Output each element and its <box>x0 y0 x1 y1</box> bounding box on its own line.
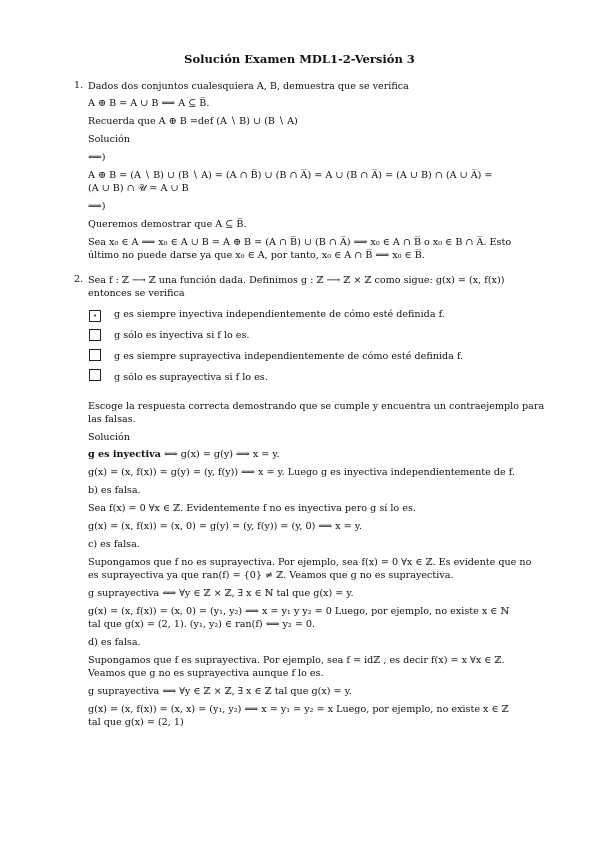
q2-line: g suprayectiva ⟺ ∀y ∈ ℤ × ℤ, ∃ x ∈ ℕ tal que g(x) = y. <box>88 588 354 599</box>
solution-label: Solución <box>88 432 130 443</box>
page-title: Solución Examen MDL1-2-Versión 3 <box>184 52 415 66</box>
q1-line: Sea x₀ ∈ A ⟹ x₀ ∈ A ∪ B = A ⊕ B = (A ∩ B̅) ∪ (B ∩ A̅) ⟹ x₀ ∈ A ∩ B̅ o x₀ ∈ B ∩ A̅. Esto <box>88 237 512 248</box>
option-label: g es siempre inyectiva independientemente de cómo esté definida f. <box>114 309 445 320</box>
q2-line: tal que g(x) = (2, 1). (y₁, y₂) ∈ ran(f) ⟺ y₂ = 0. <box>88 619 316 630</box>
injective-claim <box>88 448 280 461</box>
q1-line: último no puede darse ya que x₀ ∈ A, por tanto, x₀ ∈ A ∩ B̅ ⟹ x₀ ∈ B̅. <box>88 250 425 261</box>
q1-line: Recuerda que A ⊕ B =def (A ∖ B) ∪ (B ∖ A) <box>88 116 298 127</box>
q1-line: Solución <box>88 134 130 145</box>
q2-line: g suprayectiva ⟺ ∀y ∈ ℤ × ℤ, ∃ x ∈ ℤ tal que g(x) = y. <box>88 686 352 697</box>
q2-line: Supongamos que f no es suprayectiva. Por ejemplo, sea f(x) = 0 ∀x ∈ ℤ. Es evidente que no <box>88 557 532 568</box>
q2-line: c) es falsa. <box>88 539 140 550</box>
q2-line: b) es falsa. <box>88 485 141 496</box>
q2-line: tal que g(x) = (2, 1) <box>88 717 184 728</box>
q1-number: 1. <box>74 80 84 91</box>
q1-line: Queremos demostrar que A ⊆ B̅. <box>88 219 247 230</box>
q2-instruction: las falsas. <box>88 414 136 425</box>
q2-line: d) es falsa. <box>88 637 141 648</box>
option-checkbox[interactable] <box>89 369 101 381</box>
q1-line: Dados dos conjuntos cualesquiera A, B, demuestra que se verifica <box>88 81 409 92</box>
option-label: g es siempre suprayectiva independientemente de cómo esté definida f. <box>114 351 464 362</box>
q1-line: (A ∪ B) ∩ 𝒰 = A ∪ B <box>88 183 189 194</box>
injective-claim-rest: ⟺ g(x) = g(y) ⟹ x = y. <box>160 449 280 460</box>
q2-line: es suprayectiva ya que ran(f) = {0} ≠ ℤ. Veamos que g no es suprayectiva. <box>88 570 454 581</box>
q2-number: 2. <box>74 274 84 285</box>
q2-line: g(x) = (x, f(x)) = g(y) = (y, f(y)) ⟹ x = y. Luego g es inyectiva independientemente de f. <box>88 467 515 478</box>
q2-line: Supongamos que f es suprayectiva. Por ejemplo, sea f = idℤ , es decir f(x) = x ∀x ∈ ℤ. <box>88 655 505 666</box>
q1-line: ⟹) <box>88 201 106 212</box>
q1-line: A ⊕ B = A ∪ B ⟺ A ⊆ B̅. <box>88 98 210 109</box>
q1-line: ⟸) <box>88 152 106 163</box>
q2-line: g(x) = (x, f(x)) = (x, x) = (y₁, y₂) ⟹ x = y₁ = y₂ = x Luego, por ejemplo, no existe x ∈ ℤ <box>88 704 509 715</box>
option-checkbox[interactable] <box>89 329 101 341</box>
option-checkbox[interactable] <box>89 349 101 361</box>
q2-intro: entonces se verifica <box>88 288 185 299</box>
q2-intro: Sea f : ℤ ⟶ ℤ una función dada. Definimos g : ℤ ⟶ ℤ × ℤ como sigue: g(x) = (x, f(x)) <box>88 275 505 286</box>
q2-line: Sea f(x) = 0 ∀x ∈ ℤ. Evidentemente f no es inyectiva pero g sí lo es. <box>88 503 416 514</box>
q2-line: Veamos que g no es suprayectiva aunque f lo es. <box>88 668 324 679</box>
q2-instruction: Escoge la respuesta correcta demostrando que se cumple y encuentra un contraejemplo para <box>88 401 545 412</box>
q2-line: g(x) = (x, f(x)) = (x, 0) = g(y) = (y, f(y)) = (y, 0) ⟹ x = y. <box>88 521 362 532</box>
injective-claim-bold: g es inyectiva <box>88 449 161 460</box>
option-label: g sólo es inyectiva si f lo es. <box>114 330 250 341</box>
q1-line: A ⊕ B = (A ∖ B) ∪ (B ∖ A) = (A ∩ B̅) ∪ (B ∩ A̅) = A ∪ (B ∩ A̅) = (A ∪ B) ∩ (A ∪ A̅) = <box>88 170 493 181</box>
option-checkbox[interactable]: ⋆ <box>89 310 101 322</box>
q2-line: g(x) = (x, f(x)) = (x, 0) = (y₁, y₂) ⟹ x = y₁ y y₂ = 0 Luego, por ejemplo, no existe x ∈ ℕ <box>88 606 510 617</box>
option-label: g sólo es suprayectiva si f lo es. <box>114 372 268 383</box>
